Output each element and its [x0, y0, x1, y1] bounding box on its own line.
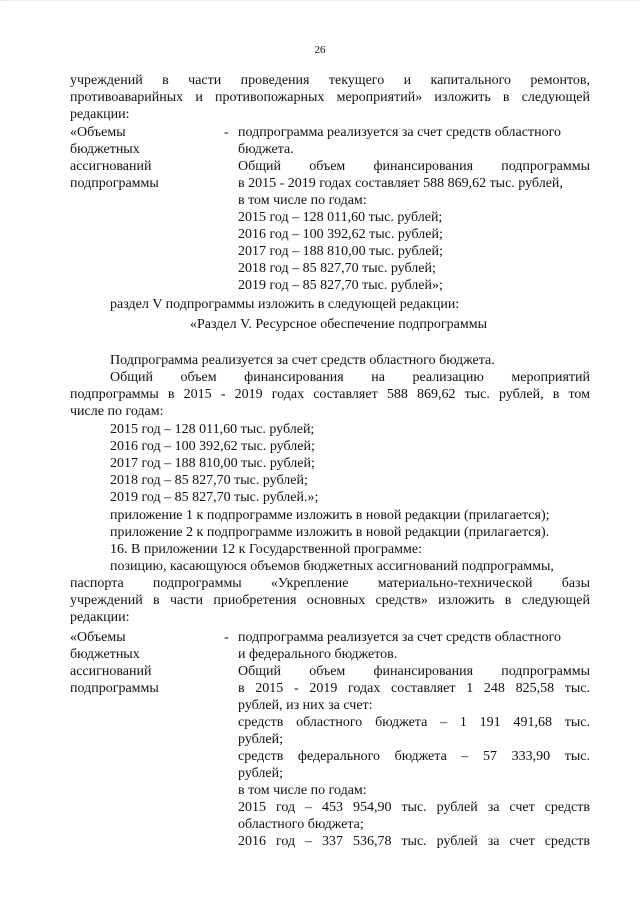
block1-year: 2018 год – 85 827,70 тыс. рублей;: [238, 261, 436, 276]
block2-year: 2016 год – 337 536,78 тыс. рублей за счет средств: [238, 834, 590, 849]
body-year: 2018 год – 85 827,70 тыс. рублей;: [110, 473, 308, 488]
block1-text: бюджета.: [238, 142, 294, 157]
block2-text: рублей;: [238, 732, 283, 747]
body-line: 16. В приложении 12 к Государственной программе:: [110, 542, 422, 557]
body-year: 2019 год – 85 827,70 тыс. рублей.»;: [110, 490, 319, 505]
block2-text: средств областного бюджета – 1 191 491,68 тыс.: [238, 715, 590, 730]
block1-year: 2019 год – 85 827,70 тыс. рублей»;: [238, 278, 443, 293]
block1-year: 2015 год – 128 011,60 тыс. рублей;: [238, 210, 443, 225]
block1-dash: -: [224, 125, 229, 140]
block1-label: ассигнований: [70, 159, 152, 174]
body-year: 2017 год – 188 810,00 тыс. рублей;: [110, 456, 315, 471]
block1-text: в том числе по годам:: [238, 193, 367, 208]
block2-text: в 2015 - 2019 годах составляет 1 248 825,58 тыс.: [238, 681, 590, 696]
section-title: «Раздел V. Ресурсное обеспечение подпрограммы: [190, 317, 488, 332]
block2-label: «Объемы: [70, 630, 126, 645]
block1-text: подпрограмма реализуется за счет средств областного: [238, 125, 561, 140]
block2-dash: -: [224, 630, 229, 645]
block1-year: 2016 год – 100 392,62 тыс. рублей;: [238, 227, 443, 242]
page-number: 26: [314, 44, 326, 56]
block2-label: ассигнований: [70, 664, 152, 679]
block1-label: бюджетных: [70, 142, 140, 157]
block2-text: областного бюджета;: [238, 817, 364, 832]
block1-text: Общий объем финансирования подпрограммы: [238, 159, 590, 174]
section-intro: раздел V подпрограммы изложить в следующей редакции:: [110, 297, 460, 312]
block2-label: бюджетных: [70, 647, 140, 662]
block1-text: в 2015 - 2019 годах составляет 588 869,62 тыс. рублей,: [238, 176, 563, 191]
body-line: Подпрограмма реализуется за счет средств областного бюджета.: [110, 353, 495, 368]
body-year: 2016 год – 100 392,62 тыс. рублей;: [110, 439, 315, 454]
body-year: 2015 год – 128 011,60 тыс. рублей;: [110, 422, 315, 437]
block2-text: в том числе по годам:: [238, 783, 367, 798]
scan-artifact: [0, 0, 640, 7]
body-line: паспорта подпрограммы «Укрепление материально-технической базы: [70, 576, 590, 591]
body-line: числе по годам:: [70, 404, 164, 419]
intro-line: редакции:: [70, 107, 130, 122]
body-line: приложение 2 к подпрограмме изложить в новой редакции (прилагается).: [110, 525, 550, 540]
body-line: Общий объем финансирования на реализацию мероприятий: [110, 370, 590, 385]
block2-text: рублей, из них за счет:: [238, 698, 373, 713]
block1-label: «Объемы: [70, 125, 126, 140]
block2-year: 2015 год – 453 954,90 тыс. рублей за счет средств: [238, 800, 590, 815]
block2-text: Общий объем финансирования подпрограммы: [238, 664, 590, 679]
intro-line: учреждений в части проведения текущего и капитального ремонтов,: [70, 73, 590, 88]
body-line: учреждений в части приобретения основных средств» изложить в следующей: [70, 593, 590, 608]
block2-text: подпрограмма реализуется за счет средств областного: [238, 630, 561, 645]
body-line: подпрограммы в 2015 - 2019 годах составляет 588 869,62 тыс. рублей, в том: [70, 387, 590, 402]
block1-year: 2017 год – 188 810,00 тыс. рублей;: [238, 244, 443, 259]
block2-label: подпрограммы: [70, 681, 159, 696]
block2-text: средств федерального бюджета – 57 333,90 тыс.: [238, 749, 590, 764]
block2-text: рублей;: [238, 766, 283, 781]
body-line: приложение 1 к подпрограмме изложить в новой редакции (прилагается);: [110, 508, 550, 523]
block1-label: подпрограммы: [70, 176, 159, 191]
body-line: позицию, касающуюся объемов бюджетных ассигнований подпрограммы,: [110, 559, 554, 574]
body-line: редакции:: [70, 610, 130, 625]
intro-line: противоаварийных и противопожарных мероприятий» изложить в следующей: [70, 90, 590, 105]
block2-text: и федерального бюджетов.: [238, 647, 398, 662]
